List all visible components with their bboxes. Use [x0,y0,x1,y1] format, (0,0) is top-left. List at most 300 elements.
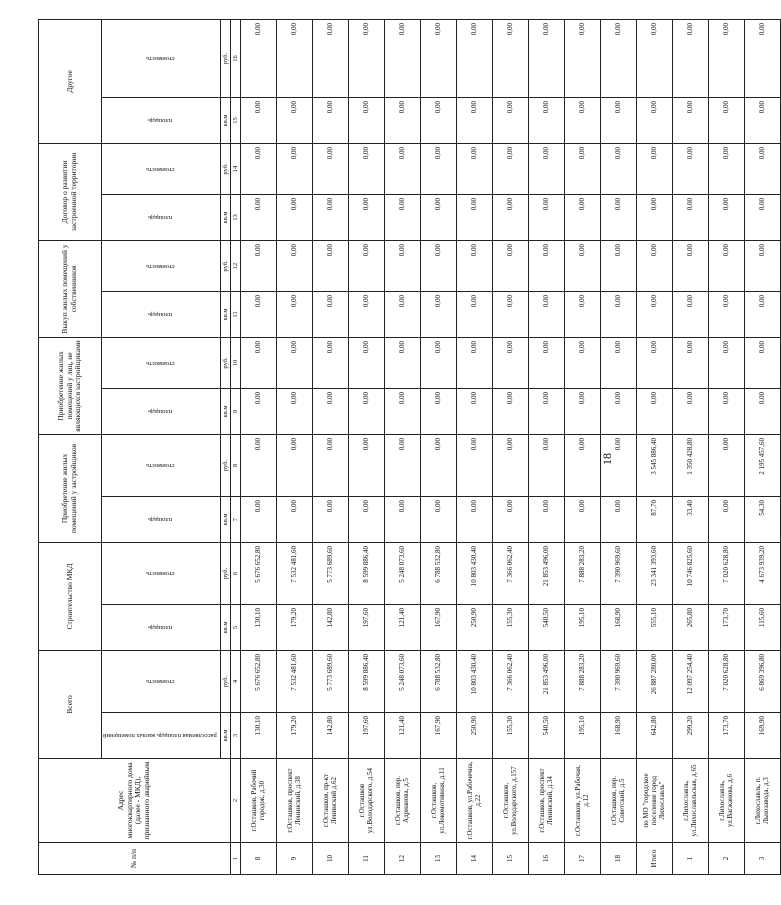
unit-rub: руб. [220,337,230,388]
cost-cell: 5 773 689,60 [312,651,348,713]
cost-cell: 0,00 [672,143,708,194]
area-cell: 169,90 [744,713,780,759]
row-number: 3 [744,843,780,875]
cost-cell: 0,00 [672,19,708,97]
cost-cell: 0,00 [276,240,312,291]
area-cell: 0,00 [672,194,708,240]
area-cell: 0,00 [384,97,420,143]
row-number: Итого [636,843,672,875]
cost-cell: 21 853 496,00 [528,651,564,713]
column-number: 4 [230,651,240,713]
cost-cell: 0,00 [564,143,600,194]
area-cell: 0,00 [456,194,492,240]
cost-cell: 0,00 [456,143,492,194]
area-cell: 540,50 [528,713,564,759]
table-row [636,19,672,874]
area-cell: 0,00 [564,291,600,337]
row-address: г.Осташков, ул.Рабочечна, д.22 [456,759,492,843]
area-cell: 540,50 [528,605,564,651]
area-cell: 0,00 [528,291,564,337]
area-cell: 0,00 [384,194,420,240]
cost-cell: 0,00 [492,19,528,97]
header-group-non-developers: Приобретение жилых помещений у лиц, не являющихся застройщиками [39,337,102,434]
cost-cell: 0,00 [708,240,744,291]
header-cost: стоимость [102,19,221,97]
area-cell: 0,00 [744,388,780,434]
cost-cell: 0,00 [276,434,312,496]
cost-cell: 0,00 [312,240,348,291]
cost-cell: 7 532 481,60 [276,542,312,604]
table-row [420,19,456,874]
cost-cell: 0,00 [708,143,744,194]
area-cell: 0,00 [348,291,384,337]
row-address: г.Осташков ул.Володарского, д.54 [348,759,384,843]
cost-cell: 0,00 [528,434,564,496]
row-address: г.Лихославль, ул.Лихославльская, д.65 [672,759,708,843]
cost-cell: 10 803 430,40 [456,651,492,713]
cost-cell: 0,00 [564,19,600,97]
cost-cell: 0,00 [672,240,708,291]
header-group-construction: Строительство МКД [39,542,102,650]
header-group-other: Другое [39,19,102,143]
cost-cell: 0,00 [708,19,744,97]
row-number: 18 [600,843,636,875]
row-address: г.Осташков, Рабочий городок, д.30 [240,759,276,843]
area-cell: 142,80 [312,713,348,759]
table-row [384,19,420,874]
area-cell: 167,90 [420,713,456,759]
area-cell: 555,10 [636,605,672,651]
cost-cell: 7 888 283,20 [564,651,600,713]
row-number: 10 [312,843,348,875]
cost-cell: 0,00 [528,240,564,291]
area-cell: 0,00 [312,97,348,143]
cost-cell: 0,00 [456,240,492,291]
row-address: г.Осташков, пр-кт Ленинский д.62 [312,759,348,843]
cost-cell: 0,00 [492,240,528,291]
area-cell: 0,00 [636,97,672,143]
row-address: г.Лихославль, ул.Вагжанова, д.6 [708,759,744,843]
area-cell: 0,00 [528,194,564,240]
area-cell: 0,00 [420,291,456,337]
column-number: 8 [230,434,240,496]
cost-cell: 0,00 [636,337,672,388]
header-total-area: расселяемая площадь жилых помещений [102,713,221,759]
row-address: г.Лихославль, п. Льнозавода, д.3 [744,759,780,843]
cost-cell: 0,00 [744,240,780,291]
area-cell: 0,00 [348,496,384,542]
area-cell: 0,00 [240,194,276,240]
header-area: площадь [102,291,221,337]
area-cell: 197,60 [348,713,384,759]
area-cell: 130,10 [240,713,276,759]
area-cell: 0,00 [384,291,420,337]
area-cell: 0,00 [420,97,456,143]
header-total: Всего [39,651,102,759]
header-cost: стоимость [102,337,221,388]
area-cell: 0,00 [348,97,384,143]
cost-cell: 7 366 062,40 [492,542,528,604]
area-cell: 0,00 [312,291,348,337]
cost-cell: 0,00 [312,143,348,194]
area-cell: 0,00 [600,291,636,337]
cost-cell: 0,00 [420,337,456,388]
cost-cell: 21 853 496,00 [528,542,564,604]
cost-cell: 0,00 [564,337,600,388]
table-row [240,19,276,874]
row-address: г.Осташков, проспект Ленинский, д.34 [528,759,564,843]
area-cell: 0,00 [456,496,492,542]
area-cell: 250,90 [456,605,492,651]
unit-rub: руб. [220,434,230,496]
cost-cell: 7 888 283,20 [564,542,600,604]
row-number: 9 [276,843,312,875]
row-number: 14 [456,843,492,875]
cost-cell: 0,00 [420,143,456,194]
cost-cell: 0,00 [600,143,636,194]
cost-cell: 0,00 [744,19,780,97]
row-number: 17 [564,843,600,875]
area-cell: 197,60 [348,605,384,651]
cost-cell: 0,00 [312,337,348,388]
header-total-cost: стоимость [102,651,221,713]
area-cell: 0,00 [708,194,744,240]
cost-cell: 23 341 393,60 [636,542,672,604]
area-cell: 173,70 [708,605,744,651]
cost-cell: 7 020 628,80 [708,542,744,604]
row-number: 16 [528,843,564,875]
table-body [240,19,780,874]
area-cell: 179,20 [276,605,312,651]
cost-cell: 7 366 062,40 [492,651,528,713]
area-cell: 0,00 [348,388,384,434]
row-number: 11 [348,843,384,875]
cost-cell: 0,00 [456,337,492,388]
cost-cell: 0,00 [384,337,420,388]
column-number: 9 [230,388,240,434]
area-cell: 0,00 [240,496,276,542]
header-cost: стоимость [102,240,221,291]
cost-cell: 0,00 [348,240,384,291]
unit-area: кв.м [220,194,230,240]
cost-cell: 0,00 [744,143,780,194]
area-cell: 0,00 [456,97,492,143]
area-cell: 0,00 [312,194,348,240]
area-cell: 0,00 [240,97,276,143]
area-cell: 167,90 [420,605,456,651]
area-cell: 0,00 [276,388,312,434]
unit-area: кв.м [220,291,230,337]
row-address: г.Осташков, ул.Локомотивная, д.11 [420,759,456,843]
column-number-row [230,19,240,874]
column-number: 10 [230,337,240,388]
area-cell: 0,00 [240,291,276,337]
cost-cell: 0,00 [312,19,348,97]
cost-cell: 0,00 [744,337,780,388]
table-row [744,19,780,874]
cost-cell: 0,00 [528,19,564,97]
area-cell: 0,00 [600,388,636,434]
area-cell: 0,00 [600,496,636,542]
area-cell: 0,00 [528,496,564,542]
table-row [708,19,744,874]
area-cell: 121,40 [384,605,420,651]
cost-cell: 0,00 [600,240,636,291]
area-cell: 130,10 [240,605,276,651]
page-number: 18 [600,453,614,465]
table-row [600,19,636,874]
cost-cell: 0,00 [348,19,384,97]
cost-cell: 0,00 [492,143,528,194]
area-cell: 0,00 [564,97,600,143]
table-row [564,19,600,874]
area-cell: 265,80 [672,605,708,651]
unit-area: кв.м [220,388,230,434]
column-number: 7 [230,496,240,542]
cost-cell: 10 803 430,40 [456,542,492,604]
area-cell: 0,00 [276,291,312,337]
cost-cell: 0,00 [276,337,312,388]
table-row [672,19,708,874]
row-address: по МО "городское поселение город Лихославль" [636,759,672,843]
unit-area: кв.м [220,97,230,143]
area-cell: 168,90 [600,605,636,651]
area-cell: 0,00 [312,496,348,542]
column-number: 6 [230,542,240,604]
cost-cell: 0,00 [384,19,420,97]
row-number: 8 [240,843,276,875]
cost-cell: 5 248 073,60 [384,542,420,604]
area-cell: 173,70 [708,713,744,759]
table-row [276,19,312,874]
area-cell: 0,00 [672,291,708,337]
cost-cell: 7 020 628,80 [708,651,744,713]
area-cell: 0,00 [492,97,528,143]
unit-rub: руб. [220,542,230,604]
cost-cell: 1 350 428,80 [672,434,708,496]
cost-cell: 4 673 939,20 [744,542,780,604]
cost-cell: 0,00 [708,337,744,388]
table-row [492,19,528,874]
area-cell: 0,00 [384,388,420,434]
header-group-buyout: Выкуп жилых помещений у собственников [39,240,102,337]
cost-cell: 10 746 825,60 [672,542,708,604]
cost-cell: 5 676 652,80 [240,542,276,604]
row-number: 12 [384,843,420,875]
area-cell: 0,00 [240,388,276,434]
area-cell: 0,00 [600,194,636,240]
cost-cell: 0,00 [240,143,276,194]
cost-cell: 0,00 [384,143,420,194]
cost-cell: 3 545 886,40 [636,434,672,496]
area-cell: 0,00 [312,388,348,434]
area-cell: 155,30 [492,713,528,759]
unit-area: кв.м [220,713,230,759]
header-area: площадь [102,605,221,651]
cost-cell: 0,00 [636,143,672,194]
cost-cell: 0,00 [348,143,384,194]
area-cell: 0,00 [456,388,492,434]
area-cell: 115,60 [744,605,780,651]
row-address: г.Осташков, ул.Рабочая, д.12 [564,759,600,843]
area-cell: 0,00 [384,496,420,542]
cost-cell: 0,00 [312,434,348,496]
area-cell: 0,00 [636,291,672,337]
cost-cell: 12 097 254,40 [672,651,708,713]
cost-cell: 8 599 886,40 [348,651,384,713]
cost-cell: 0,00 [348,337,384,388]
resettlement-table [38,19,781,875]
area-cell: 0,00 [636,194,672,240]
header-cost: стоимость [102,542,221,604]
cost-cell: 0,00 [384,434,420,496]
row-number: 13 [420,843,456,875]
cost-cell: 7 532 481,60 [276,651,312,713]
cost-cell: 0,00 [636,19,672,97]
area-cell: 0,00 [276,97,312,143]
column-number: 15 [230,97,240,143]
area-cell: 0,00 [492,291,528,337]
cost-cell: 0,00 [708,434,744,496]
cost-cell: 7 390 969,60 [600,651,636,713]
area-cell: 0,00 [492,194,528,240]
area-cell: 0,00 [456,291,492,337]
area-cell: 0,00 [708,496,744,542]
area-cell: 0,00 [420,194,456,240]
column-number: 5 [230,605,240,651]
area-cell: 195,10 [564,713,600,759]
cost-cell: 8 599 886,40 [348,542,384,604]
column-number: 13 [230,194,240,240]
cost-cell: 0,00 [420,240,456,291]
area-cell: 0,00 [492,496,528,542]
column-number: 16 [230,19,240,97]
column-number: 1 [230,843,240,875]
area-cell: 33,40 [672,496,708,542]
cost-cell: 0,00 [672,337,708,388]
cost-cell: 0,00 [240,19,276,97]
cost-cell: 6 788 532,80 [420,651,456,713]
header-group-developers: Приобретение жилых помещений у застройщиков [39,434,102,542]
cost-cell: 0,00 [492,434,528,496]
cost-cell: 0,00 [600,337,636,388]
cost-cell: 0,00 [240,240,276,291]
cost-cell: 0,00 [564,240,600,291]
cost-cell: 0,00 [240,434,276,496]
cost-cell: 0,00 [456,19,492,97]
table-row [528,19,564,874]
header-address: Адрес многоквартирного дома (далее - МКД), признанного аварийным [39,759,231,843]
area-cell: 0,00 [672,97,708,143]
cost-cell: 5 248 073,60 [384,651,420,713]
area-cell: 0,00 [528,97,564,143]
area-cell: 195,10 [564,605,600,651]
area-cell: 0,00 [564,388,600,434]
cost-cell: 0,00 [528,337,564,388]
column-number: 2 [230,759,240,843]
area-cell: 142,80 [312,605,348,651]
row-address: г.Осташков, пер. Советский, д.5 [600,759,636,843]
cost-cell: 5 773 689,60 [312,542,348,604]
row-number: 2 [708,843,744,875]
area-cell: 121,40 [384,713,420,759]
cost-cell: 0,00 [564,434,600,496]
area-cell: 642,80 [636,713,672,759]
row-number: 15 [492,843,528,875]
area-cell: 299,20 [672,713,708,759]
area-cell: 0,00 [708,97,744,143]
cost-cell: 0,00 [492,337,528,388]
area-cell: 0,00 [672,388,708,434]
area-cell: 0,00 [348,194,384,240]
header-area: площадь [102,97,221,143]
cost-cell: 0,00 [600,434,636,496]
header-area: площадь [102,388,221,434]
cost-cell: 0,00 [420,434,456,496]
row-address: г.Осташков, проспект Ленинский, д.38 [276,759,312,843]
cost-cell: 0,00 [456,434,492,496]
area-cell: 0,00 [744,291,780,337]
area-cell: 0,00 [744,194,780,240]
area-cell: 0,00 [744,97,780,143]
header-num: № п/п [39,843,231,875]
area-cell: 87,70 [636,496,672,542]
header-cost: стоимость [102,143,221,194]
table-row [348,19,384,874]
cost-cell: 0,00 [600,19,636,97]
area-cell: 0,00 [420,388,456,434]
unit-area: кв.м [220,496,230,542]
column-number: 11 [230,291,240,337]
cost-cell: 0,00 [276,19,312,97]
column-number: 12 [230,240,240,291]
area-cell: 168,90 [600,713,636,759]
area-cell: 0,00 [708,388,744,434]
cost-cell: 0,00 [240,337,276,388]
unit-area: кв.м [220,605,230,651]
unit-rub: руб. [220,143,230,194]
unit-rub: руб. [220,651,230,713]
area-cell: 0,00 [276,194,312,240]
area-cell: 0,00 [600,97,636,143]
area-cell: 250,90 [456,713,492,759]
unit-rub: руб. [220,19,230,97]
cost-cell: 5 676 652,80 [240,651,276,713]
cost-cell: 0,00 [420,19,456,97]
area-cell: 155,30 [492,605,528,651]
area-cell: 179,20 [276,713,312,759]
unit-rub: руб. [220,240,230,291]
cost-cell: 7 390 969,60 [600,542,636,604]
cost-cell: 0,00 [384,240,420,291]
area-cell: 0,00 [708,291,744,337]
column-number: 14 [230,143,240,194]
row-address: г.Осташков, ул.Володарского, д.157 [492,759,528,843]
cost-cell: 0,00 [276,143,312,194]
cost-cell: 0,00 [528,143,564,194]
column-number: 3 [230,713,240,759]
cost-cell: 0,00 [348,434,384,496]
header-area: площадь [102,496,221,542]
area-cell: 0,00 [636,388,672,434]
area-cell: 0,00 [564,194,600,240]
area-cell: 0,00 [528,388,564,434]
area-cell: 0,00 [492,388,528,434]
row-number: 1 [672,843,708,875]
area-cell: 0,00 [564,496,600,542]
cost-cell: 0,00 [636,240,672,291]
header-cost: стоимость [102,434,221,496]
